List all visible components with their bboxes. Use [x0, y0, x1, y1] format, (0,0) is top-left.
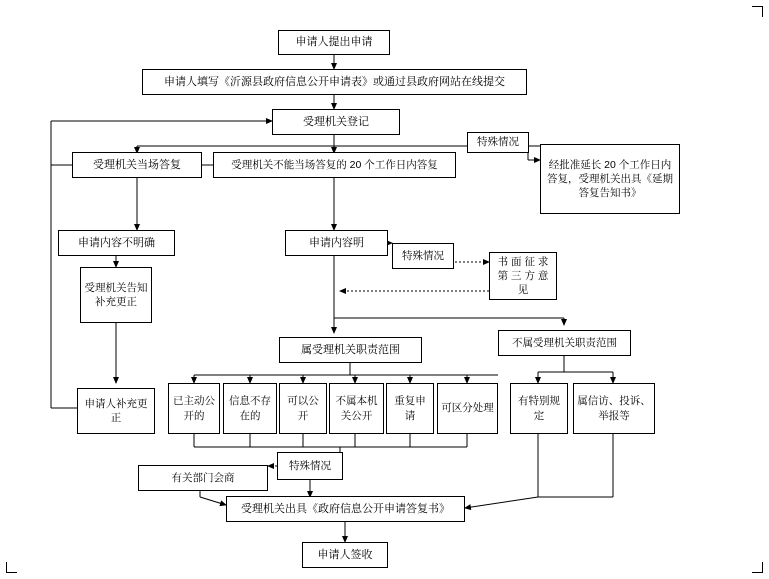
node-written-third-party-opinion: 书 面 征 求 第 三 方 意 见 — [489, 252, 557, 300]
node-reply-onsite: 受理机关当场答复 — [72, 152, 202, 178]
corner-mark-bottom-left — [6, 562, 17, 573]
node-fill-form: 申请人填写《沂源县政府信息公开申请表》或通过县政府网站在线提交 — [142, 69, 527, 95]
node-request-unclear: 申请内容不明确 — [58, 230, 175, 256]
node-separable-handling: 可区分处理 — [437, 383, 498, 434]
node-department-consultation: 有关部门会商 — [138, 465, 268, 491]
node-outside-scope: 不属受理机关职责范围 — [498, 330, 631, 356]
node-info-not-exist: 信息不存在的 — [223, 383, 277, 434]
node-reply-20-days: 受理机关不能当场答复的 20 个工作日内答复 — [213, 152, 456, 178]
node-notify-supplement: 受理机关告知补充更正 — [80, 267, 152, 323]
node-within-scope: 属受理机关职责范围 — [279, 337, 422, 363]
node-applicant-submit: 申请人提出申请 — [278, 30, 390, 55]
node-registration: 受理机关登记 — [272, 109, 400, 135]
node-request-clear: 申请内容明 — [285, 230, 388, 256]
node-special-case-consult: 特殊情况 — [277, 452, 343, 480]
node-extended-reply-notice: 经批准延长 20 个工作日内答复，受理机关出具《延期答复告知书》 — [540, 144, 680, 214]
node-not-this-agency: 不属本机关公开 — [329, 383, 384, 434]
node-special-case-third-party: 特殊情况 — [392, 243, 454, 269]
node-can-disclose: 可以公开 — [279, 383, 327, 434]
node-petition-complaint: 属信访、投诉、举报等 — [573, 383, 655, 434]
corner-mark-top-right — [752, 6, 763, 17]
corner-mark-bottom-right — [752, 562, 763, 573]
node-already-public: 已主动公开的 — [168, 383, 220, 434]
node-special-case-extension: 特殊情况 — [467, 132, 529, 153]
node-special-regulation: 有特别规定 — [510, 383, 568, 434]
node-applicant-receive: 申请人签收 — [302, 542, 388, 568]
node-duplicate-request: 重复申请 — [386, 383, 434, 434]
node-issue-reply-document: 受理机关出具《政府信息公开申请答复书》 — [226, 496, 465, 522]
node-applicant-supplement: 申请人补充更正 — [77, 388, 155, 434]
